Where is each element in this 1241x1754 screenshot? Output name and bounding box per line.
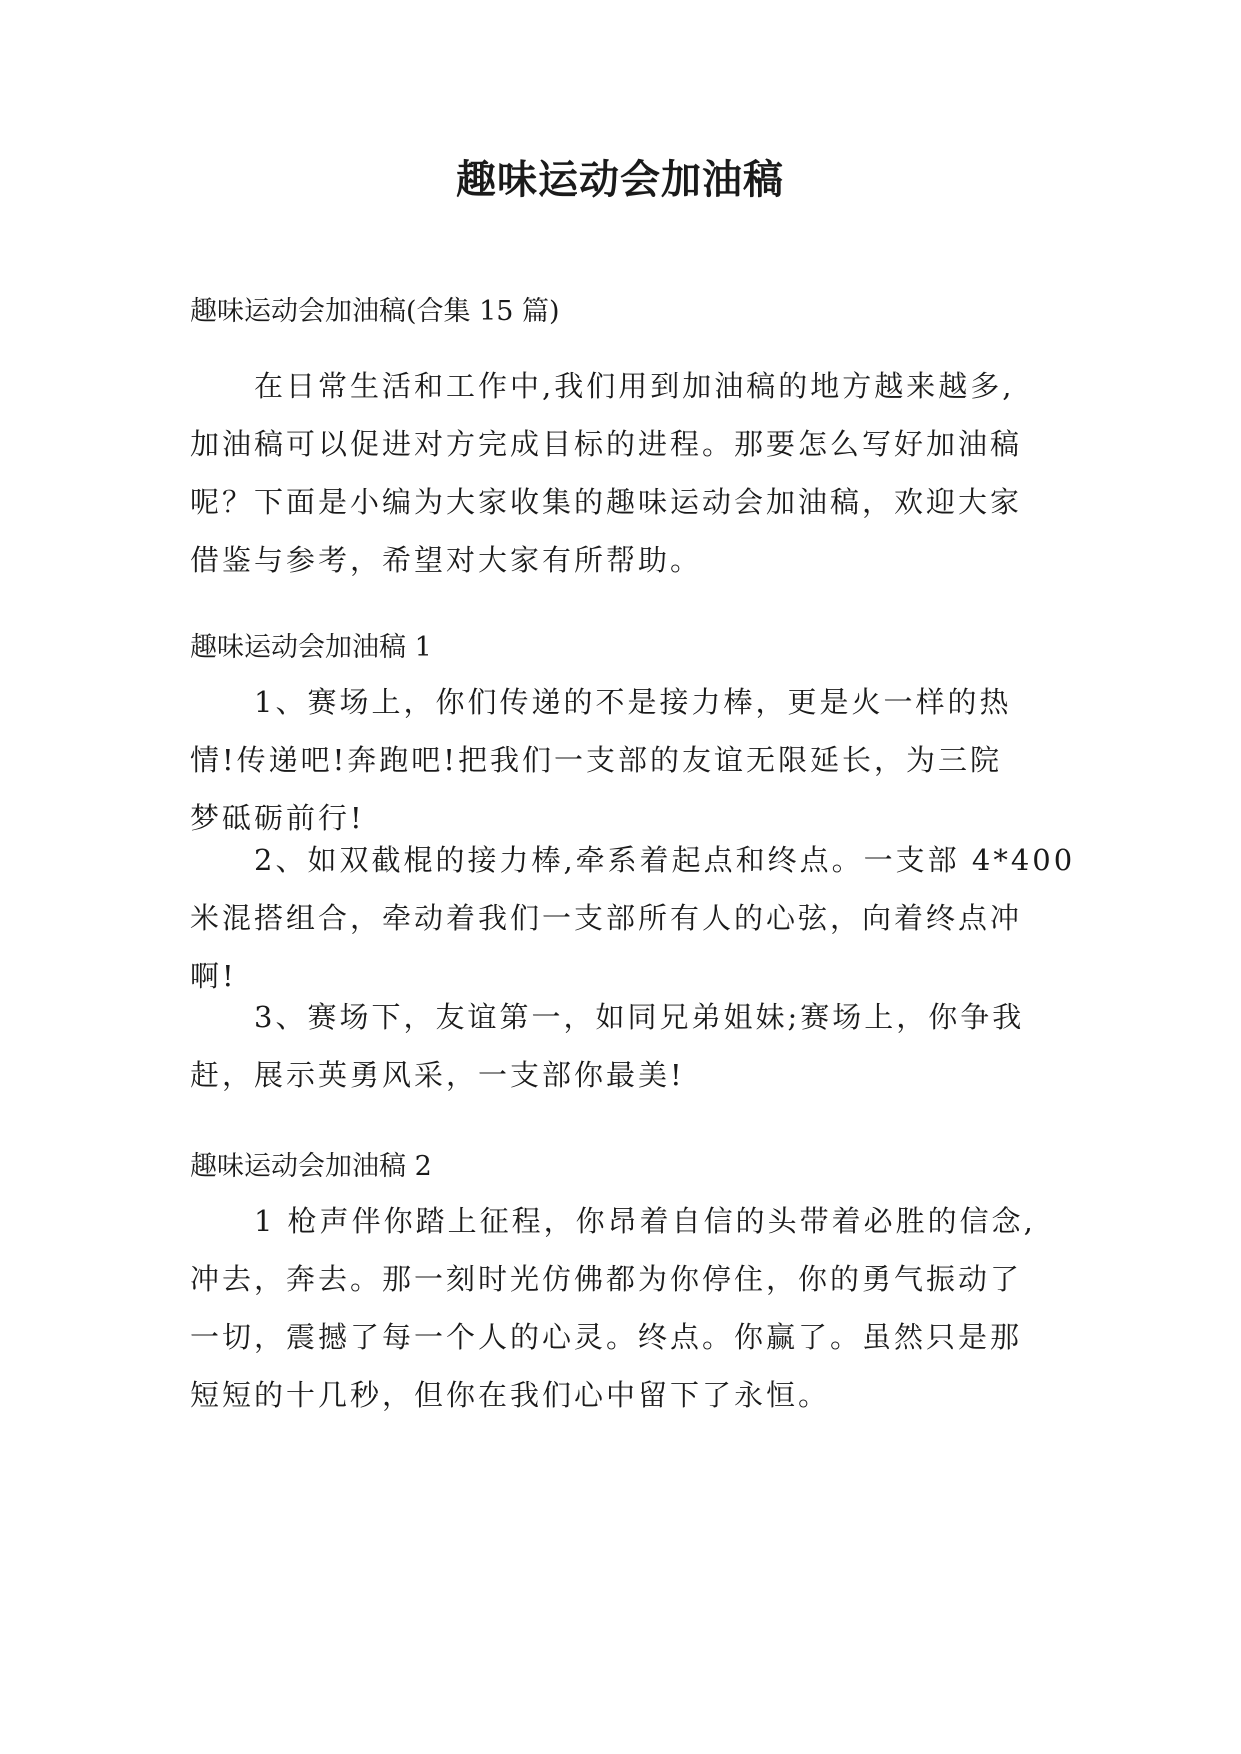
paragraph-line: 一切，震撼了每一个人的心灵。终点。你赢了。虽然只是那 [190,1320,1023,1354]
intro-line: 呢？下面是小编为大家收集的趣味运动会加油稿，欢迎大家 [190,485,1023,519]
paragraph-line: 短短的十几秒，但你在我们心中留下了永恒。 [190,1378,831,1412]
paragraph-line: 梦砥砺前行! [190,801,365,835]
intro-line: 借鉴与参考，希望对大家有所帮助。 [190,543,703,577]
paragraph-line: 1 枪声伴你踏上征程，你昂着自信的头带着必胜的信念, [254,1204,1036,1238]
paragraph-line: 啊! [190,959,237,993]
paragraph-line: 2、如双截棍的接力棒,牵系着起点和终点。一支部 4*400 [254,843,1076,877]
document-title: 趣味运动会加油稿 [456,156,784,203]
section-heading-1: 趣味运动会加油稿 1 [190,632,432,663]
paragraph-line: 3、赛场下，友谊第一，如同兄弟姐妹;赛场上，你争我 [254,1000,1025,1034]
section-2-paragraph-1 [190,1192,1050,1424]
section-heading-2: 趣味运动会加油稿 2 [190,1151,432,1182]
document-subtitle: 趣味运动会加油稿(合集 15 篇) [190,296,560,327]
intro-line: 加油稿可以促进对方完成目标的进程。那要怎么写好加油稿 [190,427,1023,461]
intro-paragraph [190,357,1050,589]
section-1-paragraph-3 [190,988,1050,1104]
paragraph-line: 赶，展示英勇风采，一支部你最美! [190,1058,685,1092]
section-1-paragraph-2 [190,831,1076,1005]
intro-line: 在日常生活和工作中,我们用到加油稿的地方越来越多, [254,369,1015,403]
paragraph-line: 1、赛场上，你们传递的不是接力棒，更是火一样的热 [254,685,1012,719]
paragraph-line: 米混搭组合，牵动着我们一支部所有人的心弦，向着终点冲 [190,901,1023,935]
paragraph-line: 情!传递吧!奔跑吧!把我们一支部的友谊无限延长，为三院 [190,743,1002,777]
section-1-paragraph-1 [190,673,1050,847]
paragraph-line: 冲去，奔去。那一刻时光仿佛都为你停住，你的勇气振动了 [190,1262,1023,1296]
